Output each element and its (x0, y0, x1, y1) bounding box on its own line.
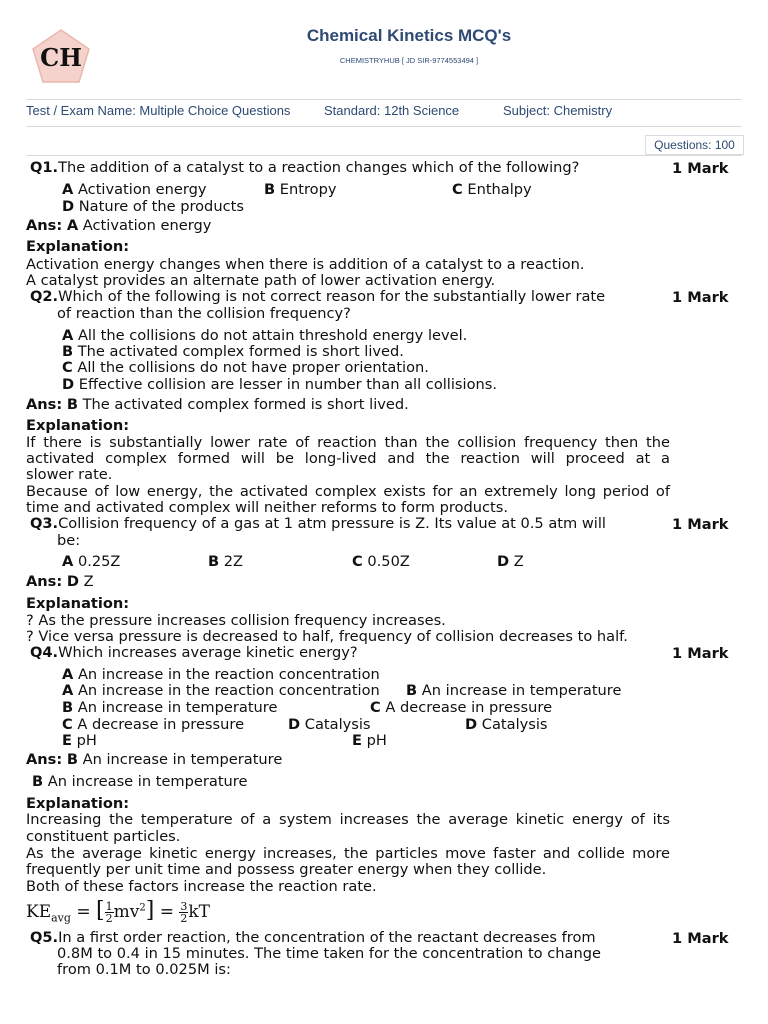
q1-option-d: D Nature of the products (62, 198, 244, 215)
q4-answer-extra: B An increase in temperature (32, 773, 248, 790)
q2-mark: 1 Mark (672, 289, 729, 306)
q2-explanation-label: Explanation: (26, 417, 130, 434)
q2-explanation-line: time and activated complex will neither reforms to form products. (26, 499, 508, 516)
q3-mark: 1 Mark (672, 516, 729, 533)
q4-option-d: D Catalysis (288, 716, 371, 733)
q3-option-b: B 2Z (208, 553, 244, 570)
q4-explanation-line: As the average kinetic energy increases, the particles move faster and collide more (26, 845, 670, 862)
q4-mark: 1 Mark (672, 645, 729, 662)
question-count: Questions: 100 (645, 135, 744, 155)
q3-explanation-line: ? As the pressure increases collision frequency increases. (26, 612, 446, 629)
q2-explanation-line: Because of low energy, the activated complex exists for an extremely long period of (26, 483, 670, 500)
q2-option-b: B The activated complex formed is short lived. (62, 343, 404, 360)
exam-standard: Standard: 12th Science (324, 103, 460, 118)
q5-question-cont: 0.8M to 0.4 in 15 minutes. The time taken for the concentration to change (57, 945, 601, 962)
q2-explanation-line: activated complex formed will be long-lived and the reaction will proceed at a (26, 450, 670, 467)
q4-explanation-line: constituent particles. (26, 828, 181, 845)
document-title: Chemical Kinetics MCQ's (306, 26, 512, 45)
q3-question-cont: be: (57, 532, 81, 549)
q3-answer: Ans: D Z (26, 573, 94, 590)
q1-answer: Ans: A Activation energy (26, 217, 212, 234)
q1-option-a: A Activation energy (62, 181, 207, 198)
q4-option-a: A An increase in the reaction concentration (62, 682, 380, 699)
q4-option-e: E pH (352, 732, 387, 749)
q3-explanation-label: Explanation: (26, 595, 130, 612)
q2-question-cont: of reaction than the collision frequency? (57, 305, 351, 322)
q4-option-b: B An increase in temperature (406, 682, 622, 699)
q4-explanation-line: Both of these factors increase the reaction rate. (26, 878, 377, 895)
q1-explanation-line: Activation energy changes when there is addition of a catalyst to a reaction. (26, 256, 585, 273)
q1-option-b: B Entropy (264, 181, 337, 198)
q2-explanation-line: If there is substantially lower rate of reaction than the collision frequency then the (26, 434, 670, 451)
q2-explanation-line: slower rate. (26, 466, 113, 483)
q1-explanation-label: Explanation: (26, 238, 130, 255)
q3-question: Q3.Collision frequency of a gas at 1 atm pressure is Z. Its value at 0.5 atm will (30, 515, 606, 532)
q4-explanation-label: Explanation: (26, 795, 130, 812)
content-divider (26, 155, 742, 156)
exam-name: Test / Exam Name: Multiple Choice Questions (26, 103, 291, 118)
q4-explanation-line: Increasing the temperature of a system increases the average kinetic energy of its (26, 811, 670, 828)
q3-option-d: D Z (497, 553, 524, 570)
exam-subject: Subject: Chemistry (503, 103, 613, 118)
q4-answer: Ans: B An increase in temperature (26, 751, 283, 768)
header-divider (26, 99, 742, 100)
q1-option-c: C Enthalpy (452, 181, 532, 198)
q4-option-c: C A decrease in pressure (62, 716, 245, 733)
q5-mark: 1 Mark (672, 930, 729, 947)
q4-option-b: B An increase in temperature (62, 699, 278, 716)
q4-explanation-line: frequently per unit time and possess greater energy when they collide. (26, 861, 547, 878)
q4-option-c: C A decrease in pressure (370, 699, 553, 716)
kinetic-energy-formula: $KE_{avg}$ = [ $\frac{1}{2}$ $mv^2$] = $\frac{3}{2}$ kT (26, 898, 211, 925)
q3-option-a: A 0.25Z (62, 553, 121, 570)
q3-explanation-line: ? Vice versa pressure is decreased to half, frequency of collision decreases to half. (26, 628, 628, 645)
q1-explanation-line: A catalyst provides an alternate path of lower activation energy. (26, 272, 496, 289)
q3-option-c: C 0.50Z (352, 553, 410, 570)
logo-text: CH (40, 43, 82, 72)
q4-option-d: D Catalysis (465, 716, 548, 733)
document-subtitle: CHEMISTRYHUB [ JD SIR-9774553494 ] (339, 56, 479, 65)
q2-option-c: C All the collisions do not have proper orientation. (62, 359, 429, 376)
q2-option-a: A All the collisions do not attain threshold energy level. (62, 327, 468, 344)
q1-question: Q1.The addition of a catalyst to a reaction changes which of the following? (30, 159, 580, 176)
q2-option-d: D Effective collision are lesser in number than all collisions. (62, 376, 497, 393)
q4-option-e: E pH (62, 732, 97, 749)
q5-question: Q5.In a first order reaction, the concentration of the reactant decreases from (30, 929, 596, 946)
q4-option-a: A An increase in the reaction concentration (62, 666, 380, 683)
q2-answer: Ans: B The activated complex formed is short lived. (26, 396, 409, 413)
q1-mark: 1 Mark (672, 160, 729, 177)
q4-question: Q4.Which increases average kinetic energy? (30, 644, 358, 661)
q5-question-cont: from 0.1M to 0.025M is: (57, 961, 231, 978)
meta-divider (26, 126, 742, 127)
q2-question: Q2.Which of the following is not correct reason for the substantially lower rate (30, 288, 606, 305)
